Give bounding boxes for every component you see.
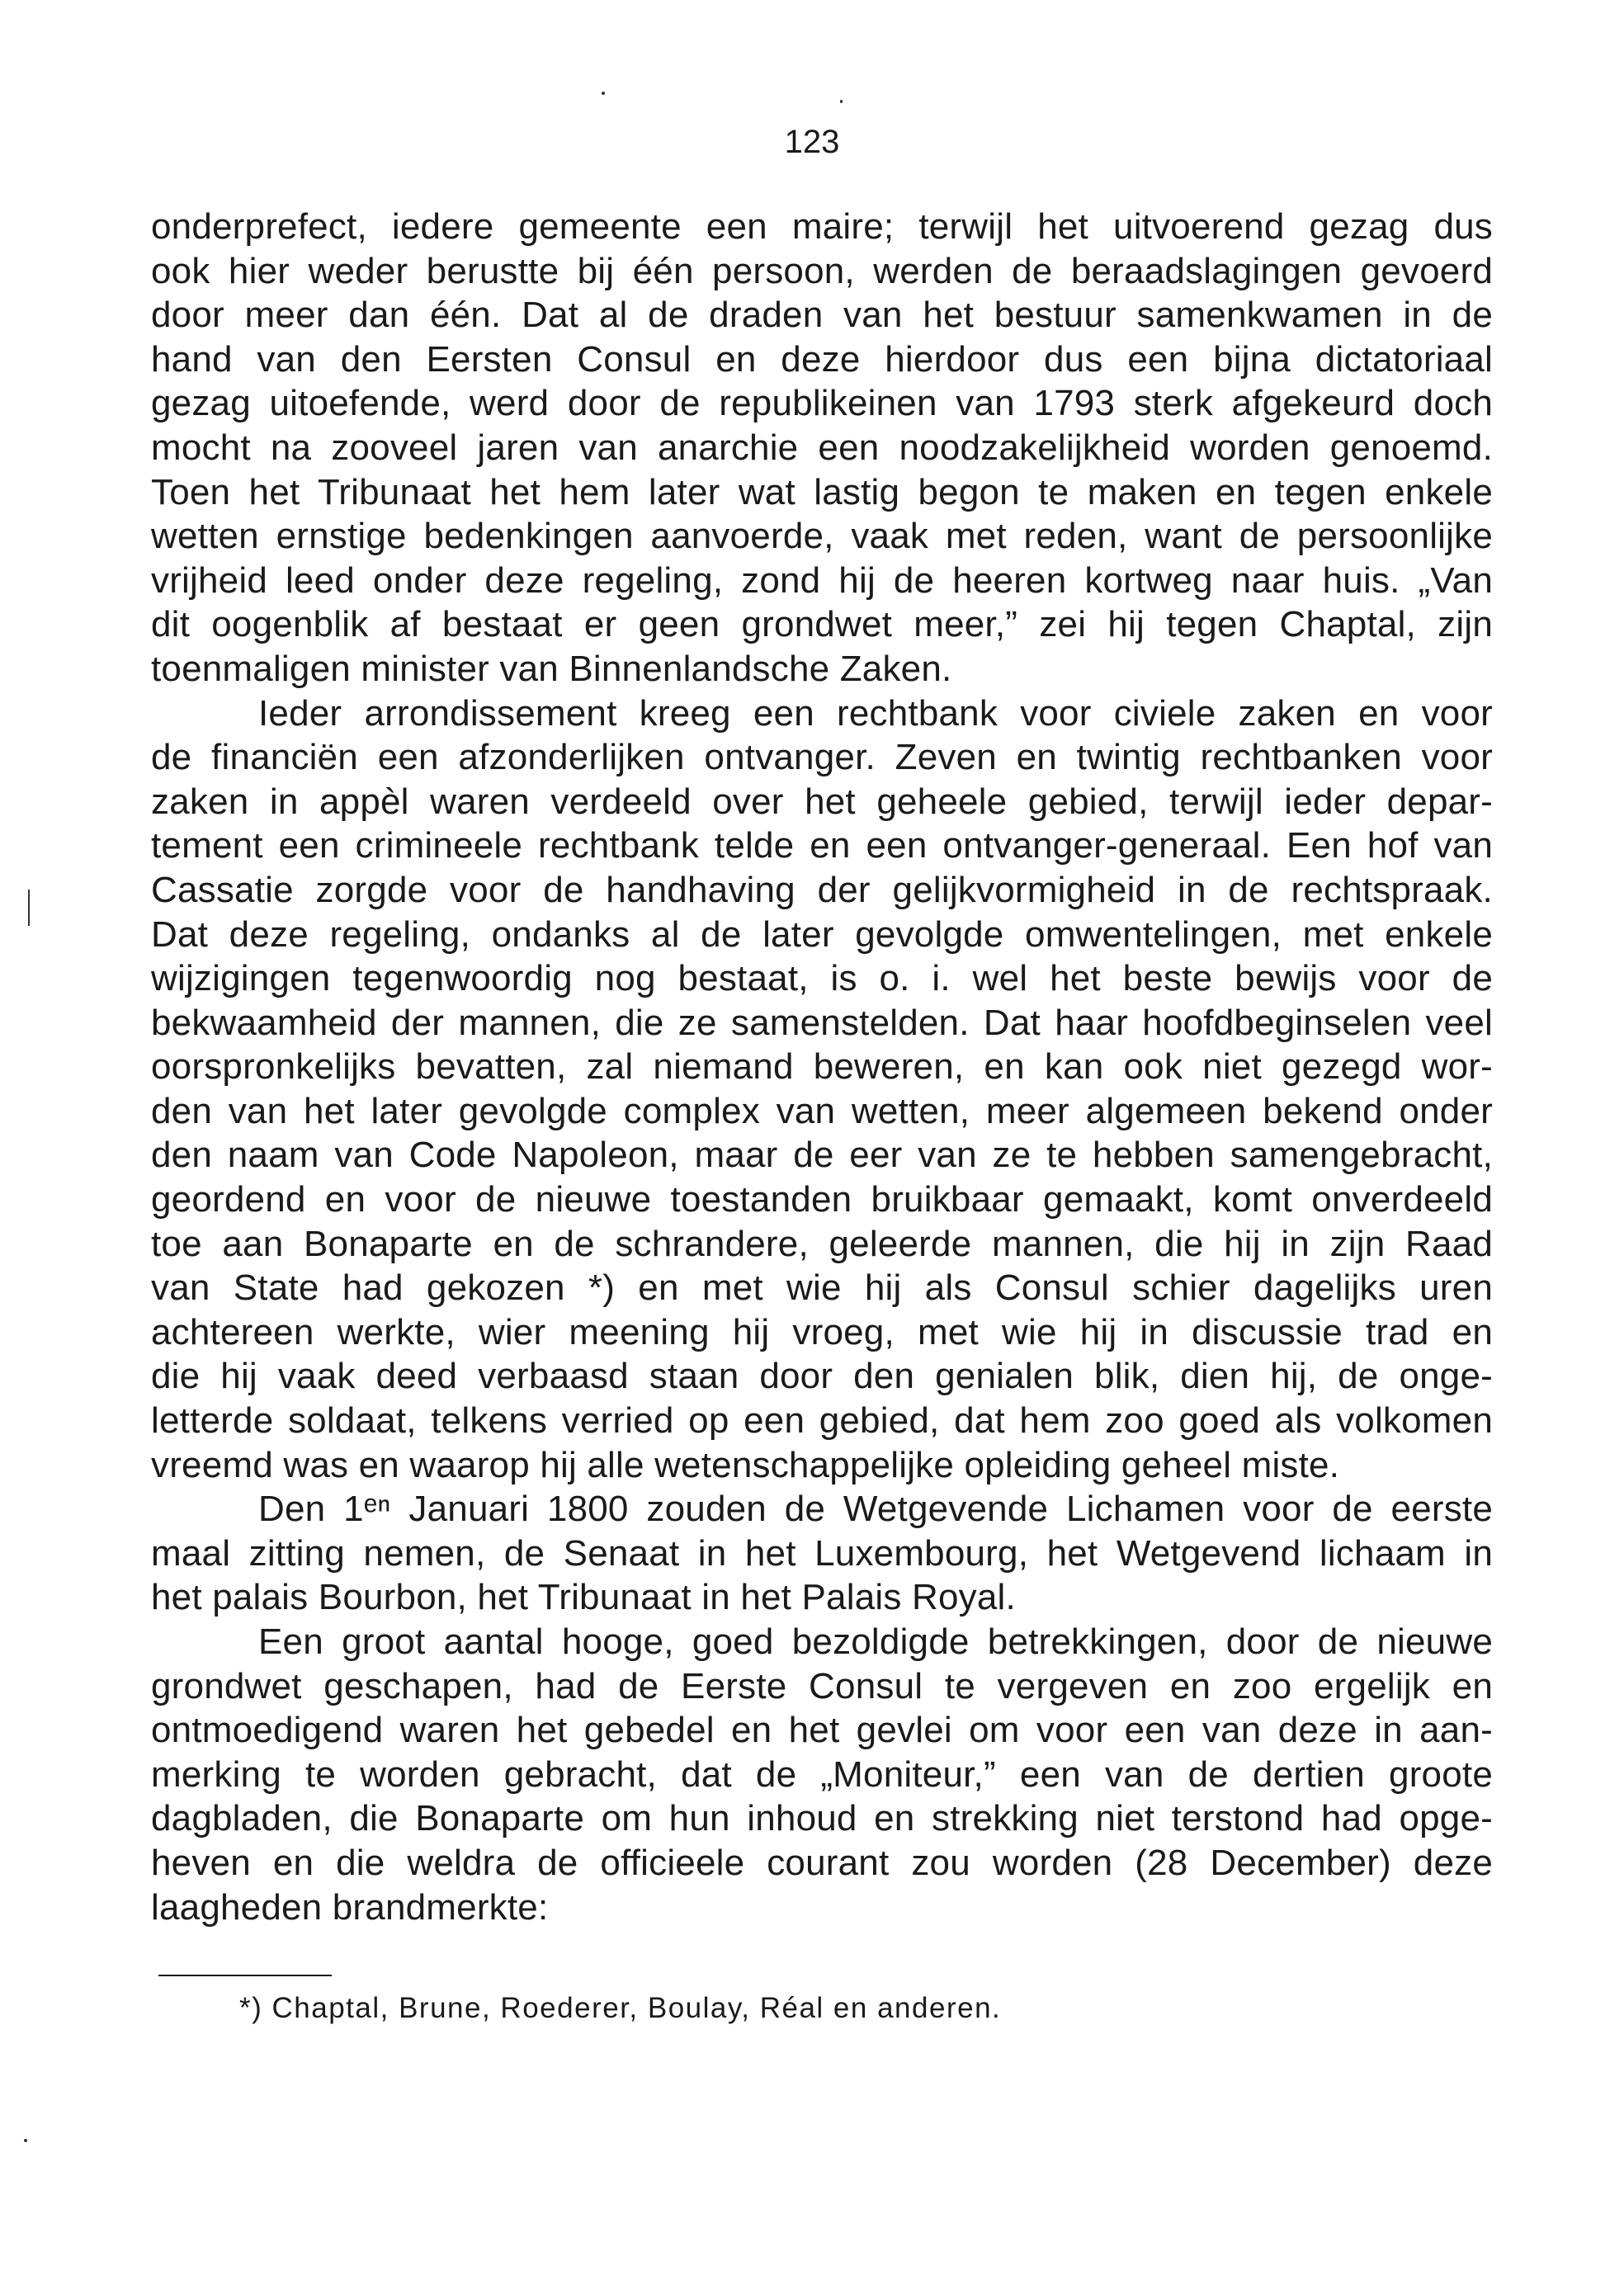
text-line: van State had gekozen *) en met wie hij als Consul schier dagelijks uren bbox=[151, 1267, 1493, 1309]
text-line: grondwet geschapen, had de Eerste Consul te vergeven en zoo ergelijk en bbox=[151, 1665, 1493, 1706]
text-line: het palais Bourbon, het Tribunaat in het Palais Royal. bbox=[151, 1577, 1016, 1618]
text-line: Toen het Tribunaat het hem later wat lastig begon te maken en tegen enkele bbox=[151, 471, 1493, 512]
text-line: tement een crimineele rechtbank telde en een ontvanger-generaal. Een hof van bbox=[151, 825, 1493, 866]
text-line: Cassatie zorgde voor de handhaving der gelijkvormigheid in de rechtspraak. bbox=[151, 869, 1493, 910]
text-line: onderprefect, iedere gemeente een maire; terwijl het uitvoerend gezag dus bbox=[151, 206, 1493, 247]
text-line: oorspronkelijks bevatten, zal niemand beweren, en kan ook niet gezegd wor- bbox=[151, 1046, 1493, 1088]
text-line: maal zitting nemen, de Senaat in het Luxembourg, het Wetgevend lichaam in bbox=[151, 1532, 1493, 1574]
text-line: toe aan Bonaparte en de schrandere, geleerde mannen, die hij in zijn Raad bbox=[151, 1223, 1493, 1264]
text-line: Dat deze regeling, ondanks al de later gevolgde omwentelingen, met enkele bbox=[151, 913, 1493, 955]
text-line: Een groot aantal hooge, goed bezoldigde betrekkingen, door de nieuwe bbox=[258, 1621, 1493, 1662]
scan-margin-mark bbox=[28, 890, 30, 926]
scan-speck bbox=[24, 2139, 27, 2142]
text-line: den van het later gevolgde complex van wetten, meer algemeen bekend onder bbox=[151, 1090, 1493, 1131]
text-line: dagbladen, die Bonaparte om hun inhoud en strekking niet terstond had opge- bbox=[151, 1798, 1493, 1839]
text-line: ook hier weder berustte bij één persoon, werden de beraadslagingen gevoerd bbox=[151, 250, 1493, 291]
text-line: ontmoedigend waren het gebedel en het gevlei om voor een van deze in aan- bbox=[151, 1710, 1493, 1751]
text-line: door meer dan één. Dat al de draden van het bestuur samenkwamen in de bbox=[151, 295, 1493, 336]
text-line: achtereen werkte, wier meening hij vroeg, met wie hij in discussie trad en bbox=[151, 1311, 1493, 1352]
text-line: den naam van Code Napoleon, maar de eer van ze te hebben samengebracht, bbox=[151, 1135, 1493, 1176]
text-line: letterde soldaat, telkens verried op een gebied, dat hem zoo goed als volkomen bbox=[151, 1400, 1493, 1442]
text-line: Den 1ᵉⁿ Januari 1800 zouden de Wetgevende Lichamen voor de eerste bbox=[258, 1489, 1493, 1530]
text-line: de financiën een afzonderlijken ontvanger. Zeven en twintig rechtbanken voor bbox=[151, 737, 1493, 778]
text-line: laagheden brandmerkte: bbox=[151, 1886, 549, 1928]
text-line: dit oogenblik af bestaat er geen grondwet meer,” zei hij tegen Chaptal, zijn bbox=[151, 604, 1493, 645]
footnote: *) Chaptal, Brune, Roederer, Boulay, Réal en anderen. bbox=[239, 1992, 1002, 2024]
text-line: Ieder arrondissement kreeg een rechtbank voor civiele zaken en voor bbox=[258, 692, 1493, 734]
paragraph bbox=[151, 1620, 1493, 1929]
text-line: hand van den Eersten Consul en deze hierdoor dus een bijna dictatoriaal bbox=[151, 338, 1493, 380]
text-line: gezag uitoefende, werd door de republikeinen van 1793 sterk afgekeurd doch bbox=[151, 383, 1493, 424]
text-line: toenmaligen minister van Binnenlandsche Zaken. bbox=[151, 648, 952, 689]
text-line: vreemd was en waarop hij alle wetenschappelijke opleiding geheel miste. bbox=[151, 1444, 1340, 1485]
paragraph bbox=[151, 691, 1493, 1488]
page-number: 123 bbox=[784, 124, 840, 160]
text-line: merking te worden gebracht, dat de „Moniteur,” een van de dertien groote bbox=[151, 1753, 1493, 1795]
text-line: mocht na zooveel jaren van anarchie een noodzakelijkheid worden genoemd. bbox=[151, 427, 1493, 468]
text-line: heven en die weldra de officieele courant zou worden (28 December) deze bbox=[151, 1842, 1493, 1883]
body-text bbox=[151, 205, 1493, 1929]
footnote-divider bbox=[158, 1975, 332, 1976]
scan-speck bbox=[840, 100, 843, 103]
text-line: zaken in appèl waren verdeeld over het geheele gebied, terwijl ieder depar- bbox=[151, 781, 1493, 822]
text-line: wijzigingen tegenwoordig nog bestaat, is o. i. wel het beste bewijs voor de bbox=[151, 958, 1493, 999]
text-line: die hij vaak deed verbaasd staan door den genialen blik, dien hij, de onge- bbox=[151, 1356, 1493, 1397]
text-line: vrijheid leed onder deze regeling, zond hij de heeren kortweg naar huis. „Van bbox=[151, 559, 1493, 601]
text-line: bekwaamheid der mannen, die ze samenstelden. Dat haar hoofdbeginselen veel bbox=[151, 1002, 1493, 1043]
paragraph bbox=[151, 205, 1493, 691]
text-line: geordend en voor de nieuwe toestanden bruikbaar gemaakt, komt onverdeeld bbox=[151, 1179, 1493, 1220]
text-line: wetten ernstige bedenkingen aanvoerde, vaak met reden, want de persoonlijke bbox=[151, 516, 1493, 557]
scan-speck bbox=[602, 92, 605, 95]
paragraph bbox=[151, 1487, 1493, 1620]
